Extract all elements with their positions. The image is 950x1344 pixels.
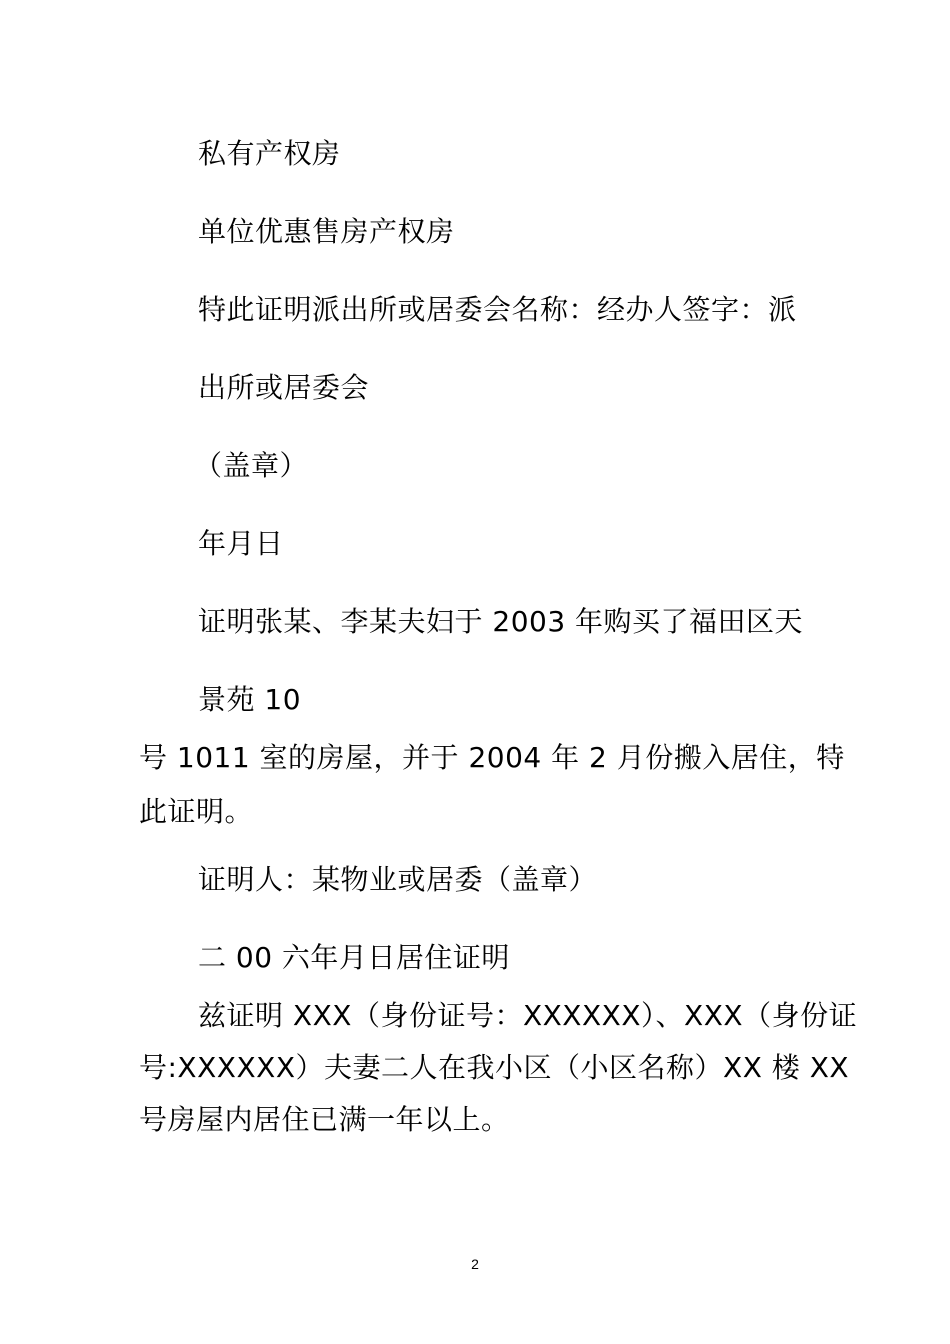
page-number: 2 [471,1256,479,1272]
paragraph-certifier: 证明人：某物业或居委（盖章） [198,863,598,896]
paragraph-residence-details: 号 1011 室的房屋，并于 2004 年 2 月份搬入居住，特 [139,741,845,774]
paragraph-unit-discount-property: 单位优惠售房产权房 [198,215,455,248]
paragraph-address-fragment: 景苑 10 [198,683,302,716]
paragraph-couple-certification: 兹证明 XXX（身份证号：XXXXXX）、XXX（身份证 [198,999,858,1032]
paragraph-certification-signature: 特此证明派出所或居委会名称：经办人签字：派 [198,293,797,326]
paragraph-purchase-certification: 证明张某、李某夫妇于 2003 年购买了福田区天 [198,605,804,638]
paragraph-couple-residence: 号:XXXXXX）夫妻二人在我小区（小区名称）XX 楼 XX [139,1051,850,1084]
paragraph-police-station-committee: 出所或居委会 [198,371,370,404]
paragraph-date: 年月日 [198,527,284,560]
paragraph-private-property: 私有产权房 [198,137,341,170]
paragraph-seal: （盖章） [194,449,309,482]
paragraph-residence-certificate-heading: 二 00 六年月日居住证明 [198,941,510,974]
paragraph-hereby-certify: 此证明。 [139,795,254,828]
paragraph-residence-duration: 号房屋内居住已满一年以上。 [139,1103,510,1136]
